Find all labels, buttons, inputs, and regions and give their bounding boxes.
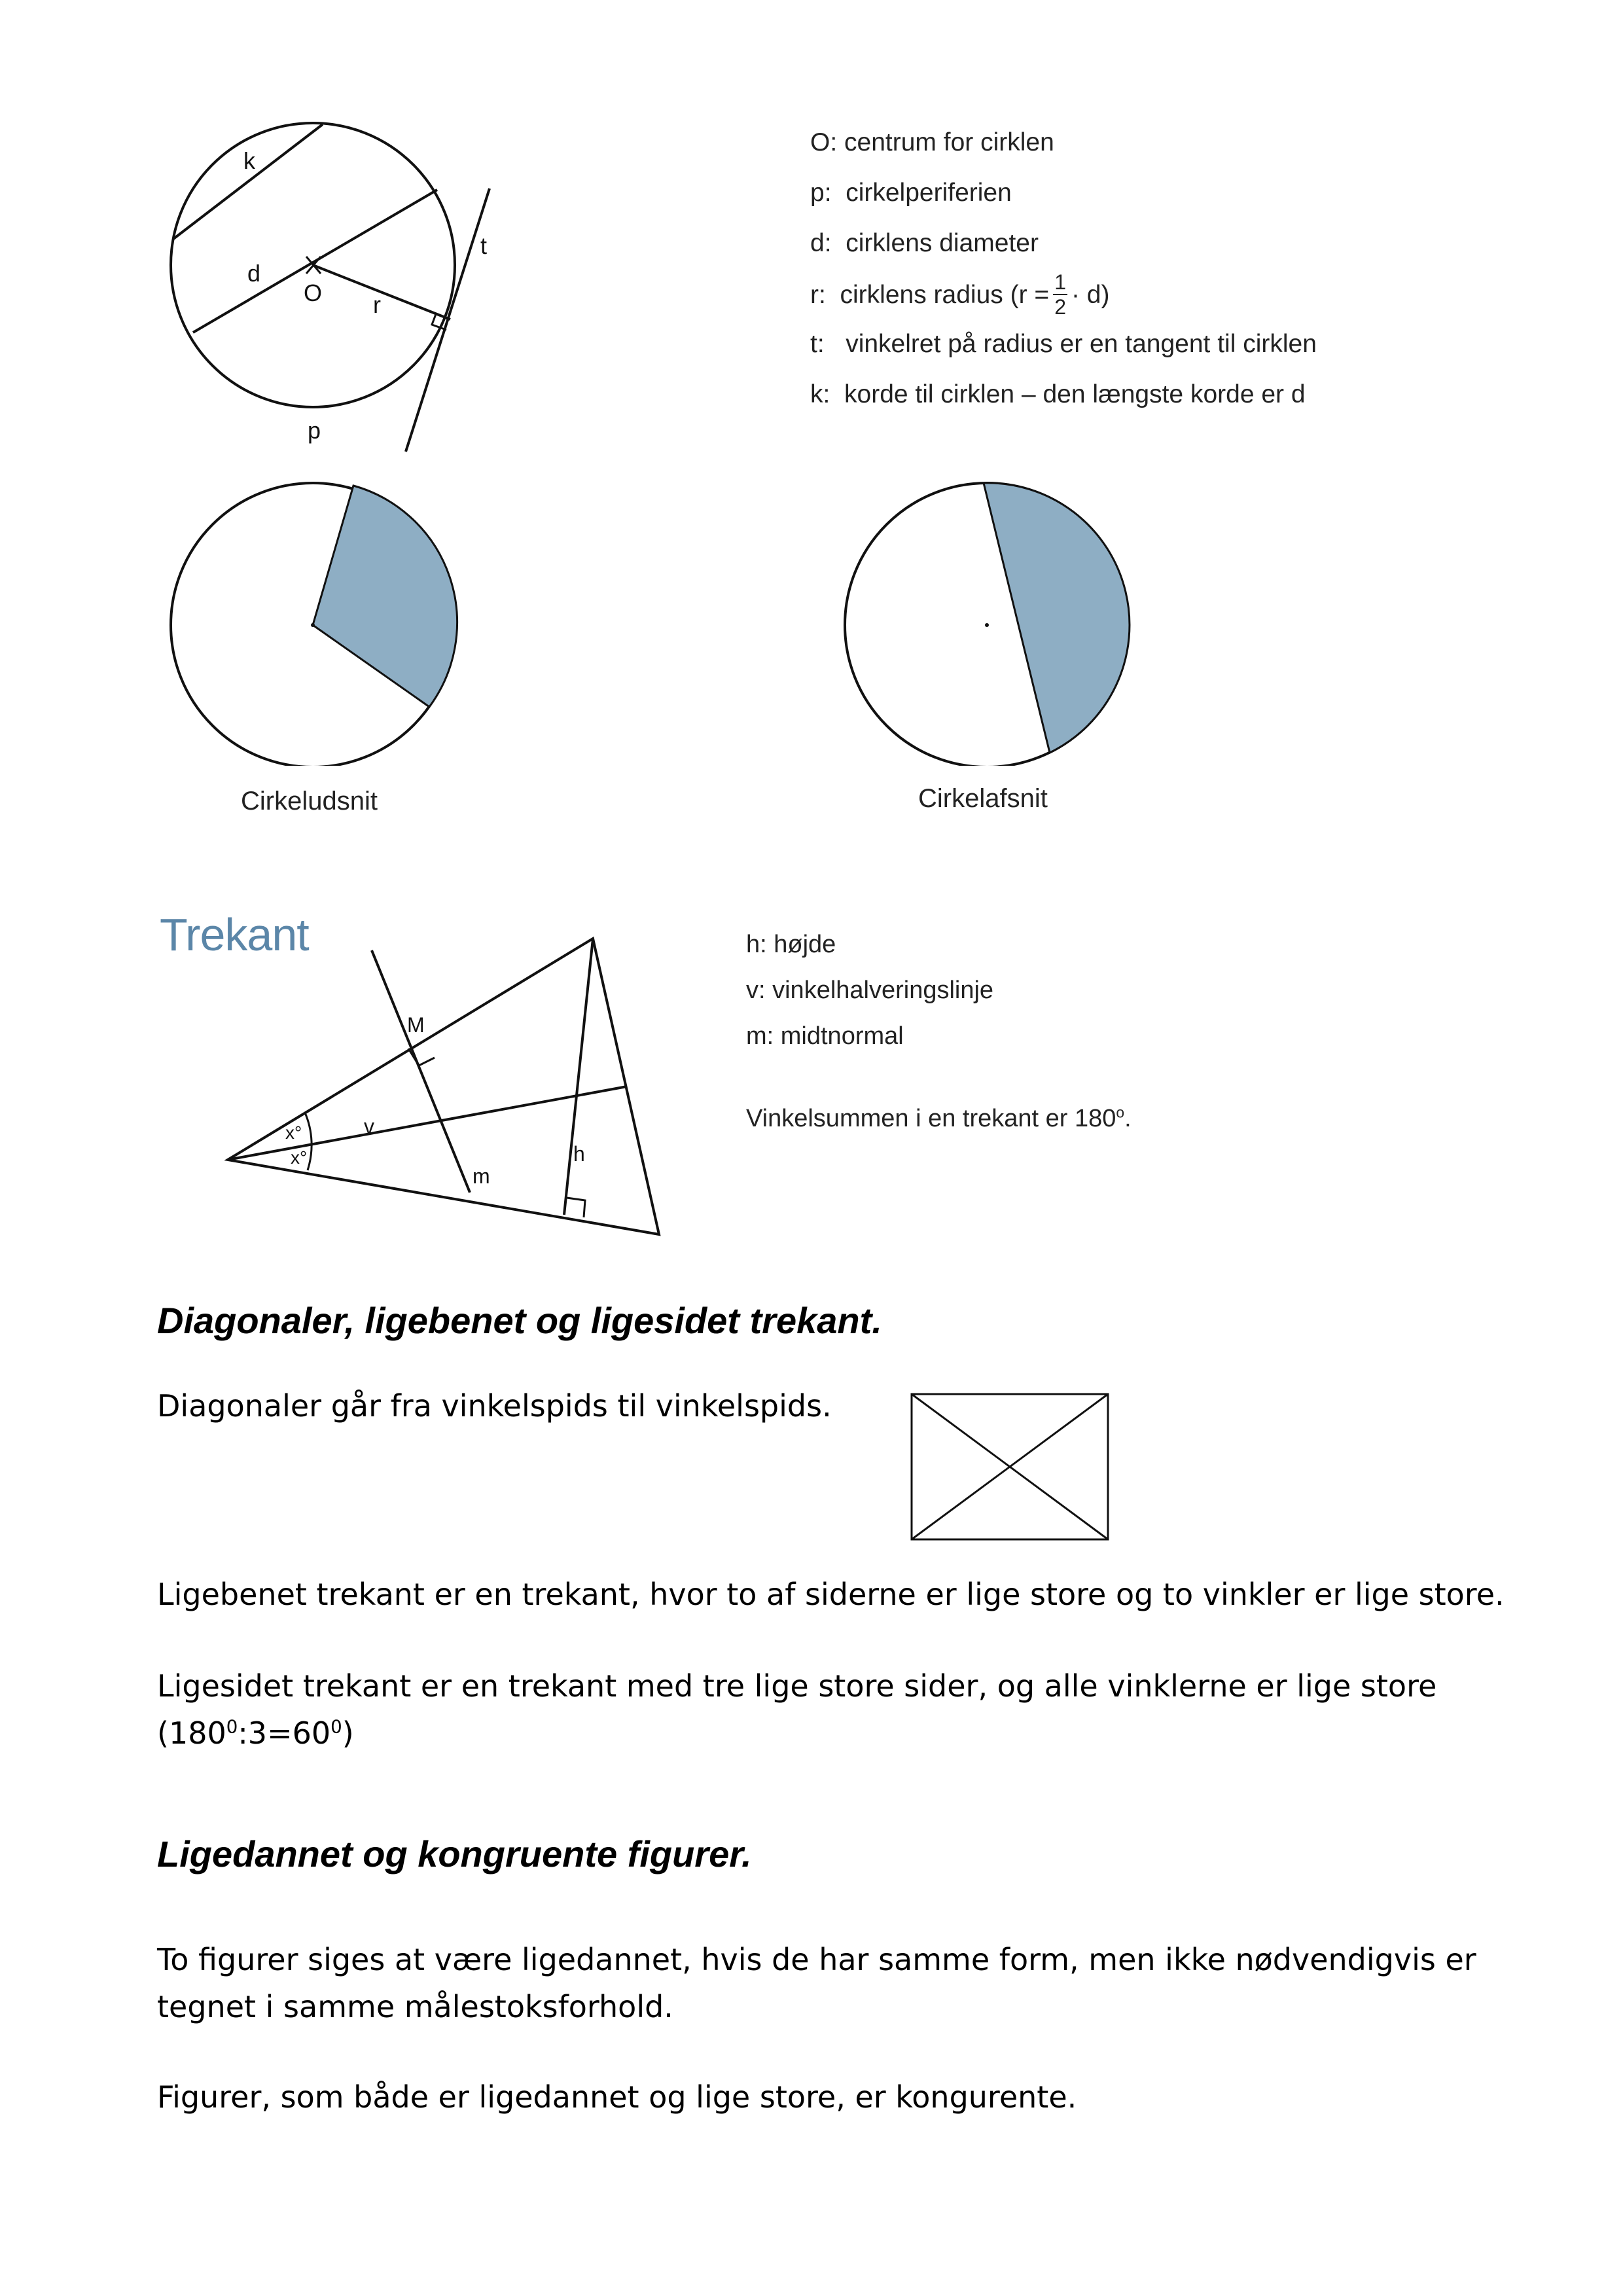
legend-text: centrum for cirklen [844,128,1054,156]
diagonal-text: Diagonaler går fra vinkelspids til vinkelspids. [157,1388,832,1424]
label-M: M [407,1013,425,1037]
sector-diagram [164,478,471,766]
legend-key: p: [810,179,832,207]
label-m: m [473,1164,490,1188]
chord-k [173,124,323,239]
legend-text-after: · d) [1071,280,1110,309]
tri-legend-h: h: højde [746,931,836,958]
legend-text: cirkelperiferien [846,179,1012,207]
eq-open: (180 [157,1715,226,1751]
diagonal-rectangle [910,1391,1113,1546]
tri-legend-m: m: midtnormal [746,1022,904,1050]
segment-caption: Cirkelafsnit [918,784,1048,813]
midnormal-m [372,950,470,1193]
legend-text: korde til cirklen – den længste korde er d [844,380,1306,408]
angle-sum-main: Vinkelsummen i en trekant er 180 [746,1105,1116,1132]
label-p: p [308,417,321,444]
legend-text: cirklens radius (r = [840,280,1050,309]
legend-row-t [810,331,1317,357]
angle-sum-text [746,1103,1132,1132]
similar-text: To figurer siges at være ligedannet, hvis de har samme form, men ikke nødvendigvis er tegnet i samme målestoksforhold. [157,1942,1476,2024]
label-v: v [364,1115,374,1138]
eq-sup1: 0 [226,1715,238,1738]
label-x-upper: x° [285,1122,302,1143]
height-h [564,939,593,1215]
trekant-title: Trekant [160,909,309,960]
label-d: d [247,260,261,287]
eq-close: ) [342,1715,354,1751]
angle-sum-degree: o [1116,1103,1125,1121]
tri-legend-v: v: vinkelhalveringslinje [746,977,994,1004]
circle-diagram [151,98,543,465]
triangle-diagram [209,929,681,1257]
label-h: h [573,1142,585,1166]
eq-sup2: 0 [330,1715,342,1738]
right-angle-h [567,1198,585,1217]
legend-text: cirklens diameter [846,229,1039,257]
angle-sum-end: . [1124,1105,1132,1132]
label-r: r [373,291,381,318]
sector-center-point [311,623,315,627]
congruent-text: Figurer, som både er ligedannet og lige store, er kongurente. [157,2079,1077,2115]
legend-key: k: [810,380,830,408]
radius-r [313,265,450,319]
label-t: t [480,232,488,259]
section-heading-diagonaler: Diagonaler, ligebenet og ligesidet trekant. [157,1300,882,1341]
label-O: O [304,279,323,306]
segment-center-point [985,623,989,627]
triangle [228,939,659,1234]
label-x-lower: x° [291,1147,308,1168]
legend-key: r: [810,280,826,309]
legend-key: O: [810,128,838,156]
equilateral-line1: Ligesidet trekant er en trekant med tre lige store sider, og alle vinklerne er lige store [157,1668,1437,1704]
sector-caption: Cirkeludsnit [241,787,378,816]
equilateral-line2 [157,1710,1531,1757]
tangent-t [406,188,490,452]
fraction-one-half: $\frac{1}{2}$ [1054,270,1066,319]
isosceles-text: Ligebenet trekant er en trekant, hvor to af siderne er lige store og to vinkler er lige store. [157,1577,1505,1612]
legend-key: d: [810,229,832,257]
legend-row-k [810,382,1306,407]
segment-diagram [838,478,1139,766]
legend-text: vinkelret på radius er en tangent til cirklen [846,330,1317,358]
label-k: k [243,147,255,174]
legend-row-d [810,230,1039,256]
legend-row-O [810,130,1054,155]
section-heading-ligedannet: Ligedannet og kongruente figurer. [157,1833,752,1874]
legend-row-r [810,268,1109,321]
legend-key: t: [810,330,825,358]
diameter-d [193,190,437,332]
eq-mid: :3=60 [238,1715,331,1751]
legend-row-p [810,180,1012,206]
equilateral-text [157,1662,1531,1757]
